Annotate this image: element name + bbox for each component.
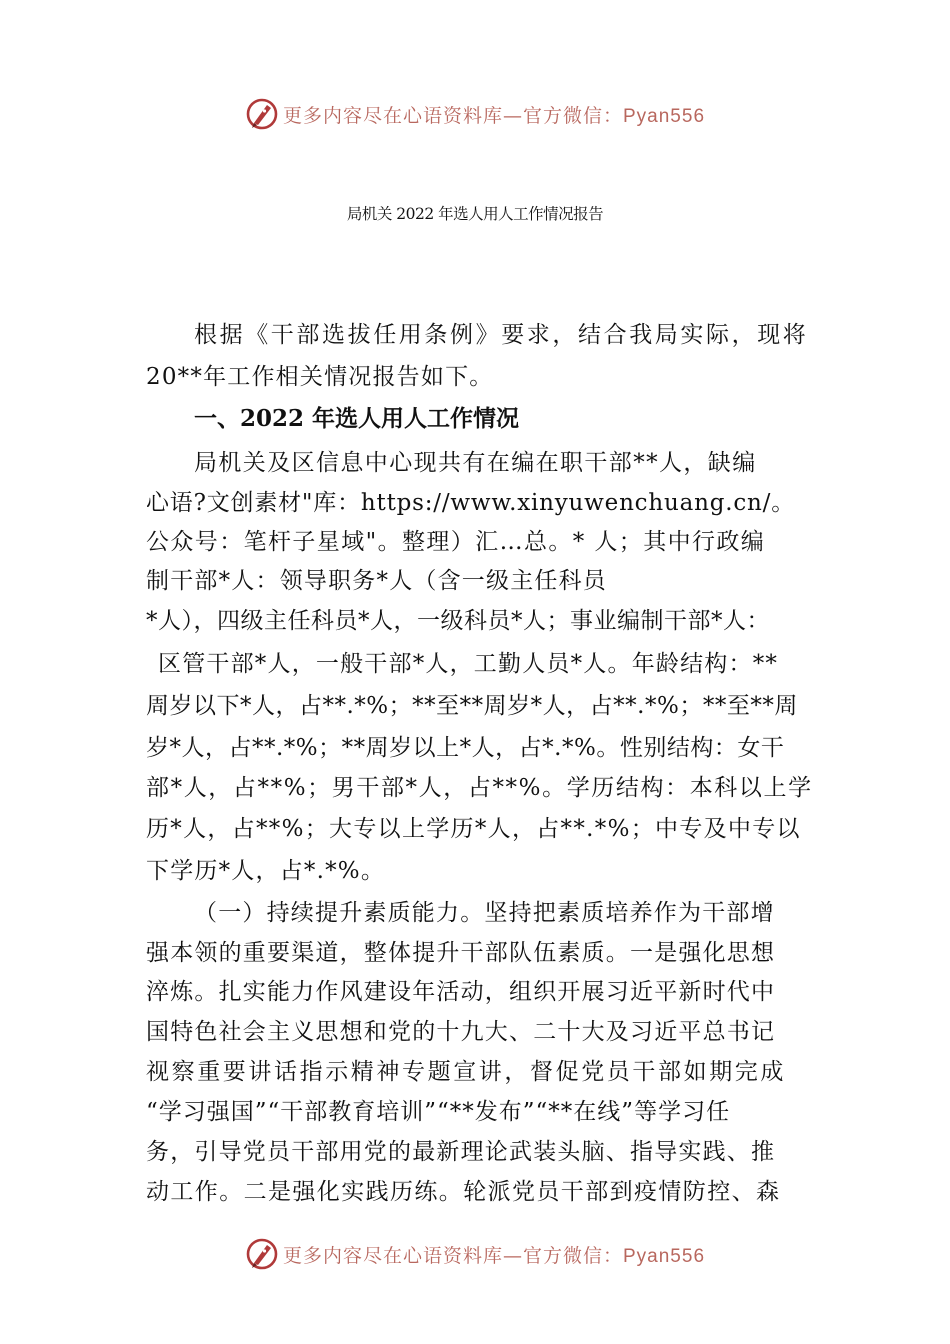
body-line: 根据《干部选拔任用条例》要求，结合我局实际，现将 xyxy=(194,322,809,348)
watermark-banner-top xyxy=(0,94,950,134)
watermark-wechat-id: Pyan556 xyxy=(623,1245,706,1267)
watermark-wechat-id: Pyan556 xyxy=(623,105,706,127)
body-line: 20**年工作相关情况报告如下。 xyxy=(146,364,494,390)
body-line: 视察重要讲话指示精神专题宣讲，督促党员干部如期完成 xyxy=(146,1059,786,1085)
pen-nib-logo-icon xyxy=(245,97,279,131)
body-line: 周岁以下*人，占**.*%；**至**周岁*人，占**.*%；**至**周 xyxy=(146,693,798,719)
body-line: 下学历*人，占*.*%。 xyxy=(146,858,386,884)
body-line: 公众号：笔杆子星域"。整理）汇…总。* 人；其中行政编 xyxy=(146,529,766,555)
body-line: 制干部*人：领导职务*人（含一级主任科员 xyxy=(146,568,607,594)
watermark-text xyxy=(283,101,705,128)
watermark-label: 更多内容尽在心语资料库—官方微信： xyxy=(282,1244,623,1267)
watermark-text xyxy=(283,1241,705,1268)
body-line: 部*人，占**%；男干部*人，占**%。学历结构：本科以上学 xyxy=(146,775,813,801)
body-line: 强本领的重要渠道，整体提升干部队伍素质。一是强化思想 xyxy=(146,940,776,966)
body-line: 国特色社会主义思想和党的十九大、二十大及习近平总书记 xyxy=(146,1019,776,1045)
body-line: *人），四级主任科员*人，一级科员*人；事业编制干部*人： xyxy=(146,608,770,634)
section-heading: 一、2022 年选人用人工作情况 xyxy=(194,405,520,432)
body-line: 历*人，占**%；大专以上学历*人，占**.*%；中专及中专以 xyxy=(146,816,801,842)
body-line: 岁*人，占**.*%；**周岁以上*人，占*.*%。性别结构：女干 xyxy=(146,735,785,761)
document-title: 局机关 2022 年选人用人工作情况报告 xyxy=(346,205,604,223)
body-line: 局机关及区信息中心现共有在编在职干部**人，缺编 xyxy=(194,450,757,476)
body-line: 务，引导党员干部用党的最新理论武装头脑、指导实践、推 xyxy=(146,1139,776,1165)
body-line: 心语?文创素材"库：https://www.xinyuwenchuang.cn/。 xyxy=(146,490,795,516)
body-line: 淬炼。扎实能力作风建设年活动，组织开展习近平新时代中 xyxy=(146,979,776,1005)
body-line: “学习强国”“干部教育培训”“**发布”“**在线”等学习任 xyxy=(146,1099,731,1125)
watermark-banner-bottom xyxy=(0,1234,950,1274)
body-line: 动工作。二是强化实践历练。轮派党员干部到疫情防控、森 xyxy=(146,1179,781,1205)
body-line: （一）持续提升素质能力。坚持把素质培养作为干部增 xyxy=(194,900,775,926)
body-line: 区管干部*人，一般干部*人，工勤人员*人。年龄结构：** xyxy=(158,651,779,677)
pen-nib-logo-icon xyxy=(245,1237,279,1271)
watermark-label: 更多内容尽在心语资料库—官方微信： xyxy=(282,104,623,127)
